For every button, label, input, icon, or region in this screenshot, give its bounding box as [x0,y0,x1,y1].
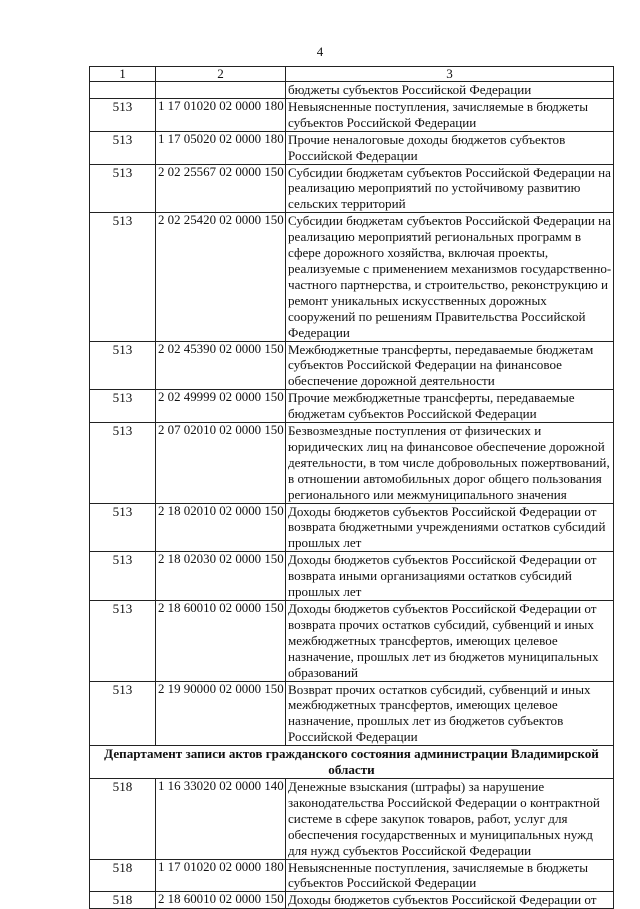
revenue-name-cell: Возврат прочих остатков субсидий, субвенций и иных межбюджетных трансфертов, имеющих целевое назначение, прошлых лет из бюджетов субъектов Российской Федерации [286,681,614,746]
table-row [90,681,614,746]
table-row [90,859,614,892]
revenue-name-cell: Денежные взыскания (штрафы) за нарушение законодательства Российской Федерации о контрактной системе в сфере закупок товаров, работ, услуг для обеспечения государственных и муниципальных нужд для нужд субъектов Российской Федерации [286,778,614,859]
admin-code-cell: 513 [90,552,156,601]
revenue-name-cell: Доходы бюджетов субъектов Российской Федерации от [286,892,614,909]
admin-code-cell: 513 [90,98,156,131]
table-row [90,98,614,131]
budget-code-cell: 2 02 25567 02 0000 150 [156,164,286,213]
budget-code-cell: 2 02 25420 02 0000 150 [156,213,286,341]
admin-code-cell: 518 [90,778,156,859]
admin-code-cell: 513 [90,164,156,213]
header-col-3: 3 [286,67,614,82]
admin-code-cell: 518 [90,859,156,892]
revenue-name-cell: Межбюджетные трансферты, передаваемые бюджетам субъектов Российской Федерации на финансовое обеспечение дорожной деятельности [286,341,614,390]
header-col-2: 2 [156,67,286,82]
section-row [90,746,614,779]
admin-code-cell: 513 [90,423,156,504]
admin-code-cell: 513 [90,213,156,341]
revenue-name-cell: Доходы бюджетов субъектов Российской Федерации от возврата бюджетными учреждениями остатков субсидий прошлых лет [286,503,614,552]
revenue-name-cell: Невыясненные поступления, зачисляемые в бюджеты субъектов Российской Федерации [286,98,614,131]
table-row [90,601,614,682]
revenue-name-cell: Доходы бюджетов субъектов Российской Федерации от возврата иными организациями остатков субсидий прошлых лет [286,552,614,601]
budget-code-cell: 1 17 05020 02 0000 180 [156,131,286,164]
table-row [90,892,614,909]
table-row [90,213,614,341]
admin-code-cell: 513 [90,390,156,423]
budget-code-cell: 2 02 45390 02 0000 150 [156,341,286,390]
continuation-row [90,82,614,99]
page-number: 4 [316,44,324,59]
header-col-1: 1 [90,67,156,82]
revenue-name-cell: Невыясненные поступления, зачисляемые в бюджеты субъектов Российской Федерации [286,859,614,892]
table-row [90,778,614,859]
budget-code-cell: 1 17 01020 02 0000 180 [156,98,286,131]
table-row [90,131,614,164]
header-row [90,67,614,82]
admin-code-cell: 513 [90,681,156,746]
continuation-text: бюджеты субъектов Российской Федерации [286,82,614,99]
revenue-name-cell: Прочие неналоговые доходы бюджетов субъектов Российской Федерации [286,131,614,164]
budget-code-cell: 2 18 60010 02 0000 150 [156,601,286,682]
table-row [90,390,614,423]
revenue-name-cell: Субсидии бюджетам субъектов Российской Федерации на реализацию мероприятий региональных программ в сфере дорожного хозяйства, включая проекты, реализуемые с применением механизмов государственно-частного партнерства, и строительство, реконструкцию и ремонт уникальных искусственных дорожных сооружений по решениям Правительства Российской Федерации [286,213,614,341]
admin-code-cell: 518 [90,892,156,909]
table-row [90,341,614,390]
table-row [90,164,614,213]
revenue-name-cell: Безвозмездные поступления от физических и юридических лиц на финансовое обеспечение дорожной деятельности, в том числе добровольных пожертвований, в отношении автомобильных дорог общего пользования регионального или межмуниципального значения [286,423,614,504]
revenue-name-cell: Доходы бюджетов субъектов Российской Федерации от возврата прочих остатков субсидий, субвенций и иных межбюджетных трансфертов, имеющих целевое назначение, прошлых лет из бюджетов муниципальных образований [286,601,614,682]
revenue-codes-table [89,66,614,909]
continuation-adm-cell [90,82,156,99]
section-title: Департамент записи актов гражданского состояния администрации Владимирской области [90,746,614,779]
budget-code-cell: 2 18 02010 02 0000 150 [156,503,286,552]
budget-code-cell: 2 18 02030 02 0000 150 [156,552,286,601]
budget-code-cell: 2 19 90000 02 0000 150 [156,681,286,746]
budget-code-cell: 2 07 02010 02 0000 150 [156,423,286,504]
budget-code-cell: 2 02 49999 02 0000 150 [156,390,286,423]
budget-code-cell: 1 17 01020 02 0000 180 [156,859,286,892]
admin-code-cell: 513 [90,341,156,390]
budget-code-cell: 2 18 60010 02 0000 150 [156,892,286,909]
table-row [90,552,614,601]
continuation-kbk-cell [156,82,286,99]
admin-code-cell: 513 [90,131,156,164]
admin-code-cell: 513 [90,601,156,682]
budget-code-cell: 1 16 33020 02 0000 140 [156,778,286,859]
table-row [90,423,614,504]
admin-code-cell: 513 [90,503,156,552]
table-row [90,503,614,552]
revenue-name-cell: Прочие межбюджетные трансферты, передаваемые бюджетам субъектов Российской Федерации [286,390,614,423]
revenue-name-cell: Субсидии бюджетам субъектов Российской Федерации на реализацию мероприятий по устойчивому развитию сельских территорий [286,164,614,213]
